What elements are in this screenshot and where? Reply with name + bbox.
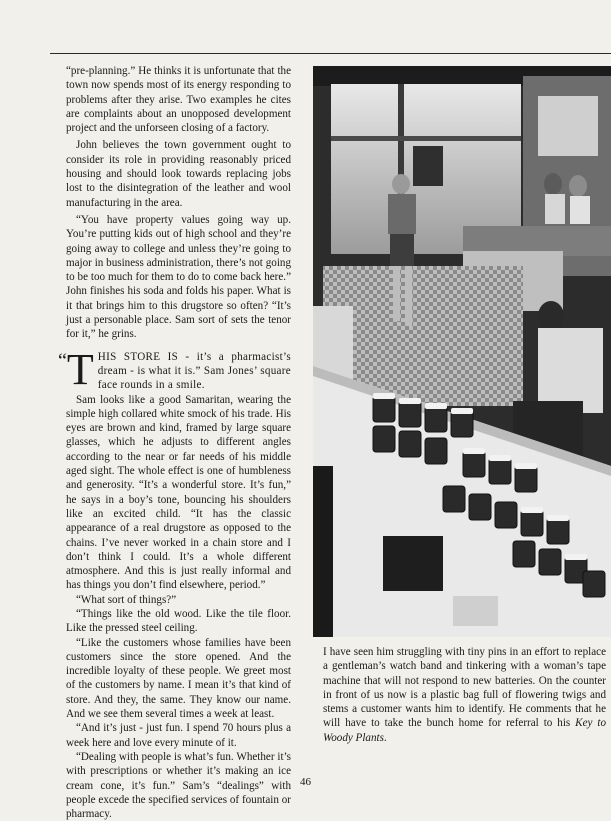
- lead-paragraph: HIS STORE IS - it’s a pharmacist’s dream - is what it is.” Sam Jones’ square face rounds in a smile.: [97, 350, 291, 392]
- paragraph: “You have property values going way up. You’re putting kids out of high school and they’re going away to college and unless they’re going to major in business administration, there’s not going to be too much for them to do to come back here.” John finishes his soda and folds his paper. What is it that brings him to this drugstore so often? “It’s just a personable place. Sam sort of sets the tenor for it,” he grins.: [66, 213, 291, 341]
- article-right-column: [323, 645, 606, 745]
- paragraph: “And it’s just - just fun. I spend 70 hours plus a week here and love every minute of it.: [66, 722, 291, 749]
- paragraph: “Things like the old wood. Like the tile floor. Like the pressed steel ceiling.: [66, 607, 291, 635]
- paragraph: “pre-planning.” He thinks it is unfortunate that the town now spends most of its energy responding to problems after they arise. Two examples he cites are complaints about an unopposed development project and the unforseen closing of a factory.: [66, 65, 291, 135]
- drop-cap: “T: [58, 344, 94, 394]
- book-title: Key to Woody Plants: [323, 717, 606, 744]
- paragraph: John believes the town government ought to consider its role in providing reasonably priced housing and should look towards replacing jobs lost to the disintegration of the leather and wool manufacturing in the area.: [66, 139, 291, 209]
- header-rule: [50, 53, 611, 54]
- drugstore-photo: [313, 66, 611, 637]
- paragraph: “Like the customers whose families have been customers since the store opened. And the incredible loyalty of these people. We greet most of the customers by name. I mean it’s that kind of store. And they, the same. They know our name. And we see them several times a week at least.: [66, 636, 291, 721]
- paragraph: Sam looks like a good Samaritan, wearing the simple high collared white smock of his trade. His eyes are brown and kind, framed by large square glasses, which he adjusts to different angles according to the near or far needs of his middle aged sight. The whole effect is one of humbleness and generosity. “It’s a wonderful store. It’s fun,” he says in a boy’s tone, bouncing his shoulders like an excited child. “It has the classic appearance of a real drugstore as opposed to the chains. I’ve never worked in a chain store and I don’t think I could. It’s a whole different atmosphere. And this is just really informal and has things you don’t find elsewhere, period.”: [66, 393, 291, 592]
- drugstore-photo-illustration: [313, 66, 611, 637]
- page-number: 46: [300, 776, 311, 788]
- paragraph: “What sort of things?”: [76, 593, 177, 606]
- paragraph: I have seen him struggling with tiny pins in an effort to replace a gentleman’s watch band and tinkering with a woman’s tape machine that will not respond to new batteries. On the counter in front of us now is a plastic bag full of flowering twigs and stems a customer wants him to identify. He comments that he will have to take the bunch home for referral to his Key to Woody Plants.: [323, 646, 606, 744]
- article-left-column: [58, 64, 291, 821]
- paragraph: “Dealing with people is what’s fun. Whether it’s with prescriptions or whether it’s making an ice cream cone, it’s fun.” Sam’s “dealings” with people excede the specified services of fountain or pharmacy.: [66, 750, 291, 821]
- section-opening: [58, 344, 291, 394]
